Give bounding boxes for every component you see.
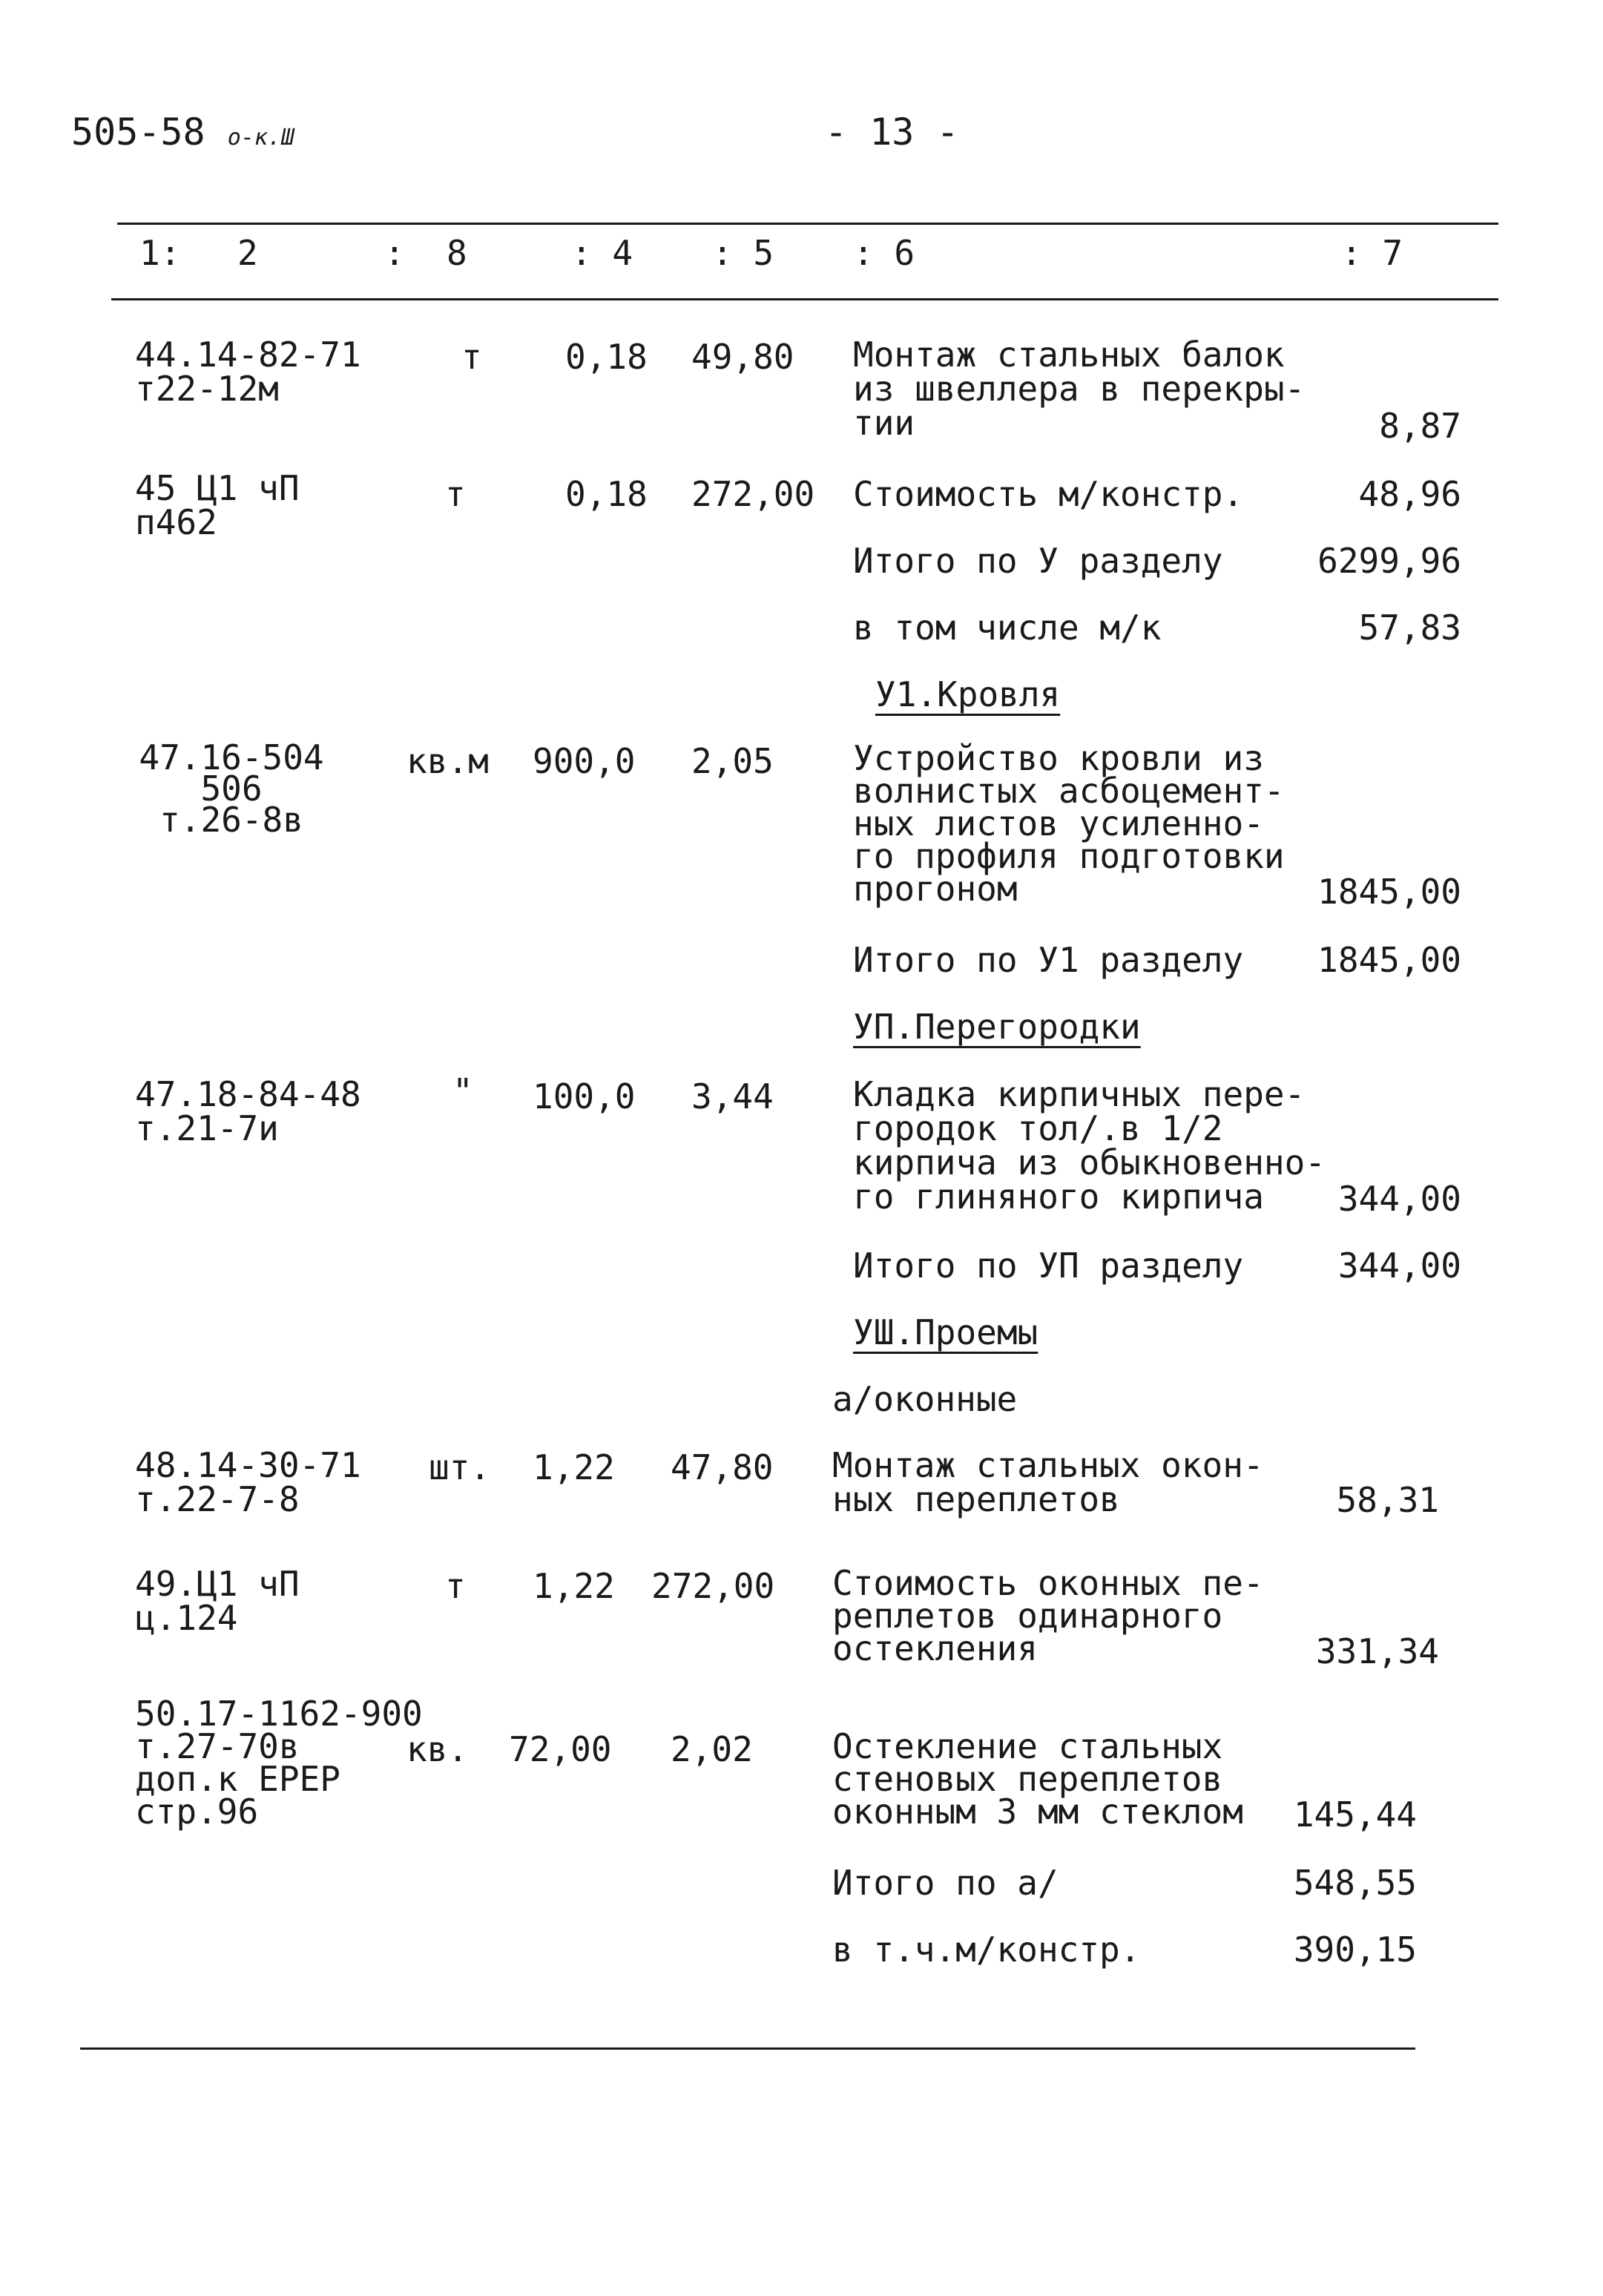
row-price: 272,00 [691,474,815,514]
row-total: 58,31 [1336,1480,1439,1520]
row-quantity: 1,22 [533,1566,615,1606]
row-total: 48,96 [1358,474,1461,514]
row-price: 47,80 [671,1447,774,1487]
document-code-number: 505-58 [71,111,205,154]
row-quantity: 72,00 [509,1729,612,1769]
col-6-header: : 6 [853,233,915,273]
row-total: 8,87 [1379,406,1461,446]
subtotal-value: 57,83 [1358,608,1461,648]
row-total: 331,34 [1315,1631,1439,1671]
subtotal-label: в т.ч.м/констр. [832,1930,1141,1970]
row-description: Остекление стальных стеновых переплетов оконным 3 мм стеклом [832,1726,1243,1832]
subsection-heading: а/оконные [832,1379,1018,1419]
document-code [71,113,294,157]
col-separator: : [384,233,405,273]
row-total: 145,44 [1293,1795,1417,1835]
table-bottom-rule [80,2047,1415,2050]
row-unit: шт. [429,1447,491,1487]
col-7-header: : 7 [1341,233,1403,273]
row-price: 3,44 [691,1076,774,1116]
total-value: 1845,00 [1317,940,1461,980]
row-unit: т [461,337,482,377]
row-code: 47.18-84-48 т.21-7и [135,1074,361,1148]
row-code: 44.14-82-71 т22-12м [135,335,361,409]
section-heading: УШ.Проемы [853,1312,1039,1352]
document-code-note: о-к.Ш [227,125,295,151]
row-description: Кладка кирпичных пере- городок тол/.в 1/2 кирпича из обыкновенно- го глиняного кирпича [853,1074,1326,1217]
subtotal-value: 390,15 [1293,1930,1417,1970]
row-quantity: 1,22 [533,1447,615,1487]
row-quantity: 0,18 [565,474,648,514]
row-price: 2,02 [671,1729,753,1769]
row-price: 49,80 [691,337,794,377]
section-heading: У1.Кровля [875,674,1061,714]
row-price: 272,00 [651,1566,775,1606]
total-label: Итого по а/ [832,1863,1059,1903]
row-code: 49.Ц1 чП ц.124 [135,1564,300,1638]
col-2-header: 2 [237,233,258,273]
total-value: 6299,96 [1317,541,1461,581]
total-label: Итого по У разделу [853,541,1223,581]
row-unit: кв. [406,1729,469,1769]
row-code: 50.17-1162-900 т.27-70в доп.к ЕРЕР стр.96 [135,1694,423,1832]
header-bottom-rule [111,298,1498,300]
row-code: 47.16-504 506 т.26-8в [139,737,324,840]
row-quantity: 0,18 [565,337,648,377]
total-value: 344,00 [1337,1246,1461,1286]
row-quantity: 100,0 [533,1076,636,1116]
row-unit: " [452,1071,473,1111]
row-description: Стоимость оконных пе- реплетов одинарного остекления [832,1563,1264,1668]
row-unit: т [445,1566,466,1606]
col-4-header: : 4 [571,233,633,273]
row-code: 45 Ц1 чП п462 [135,468,300,542]
row-description: Монтаж стальных окон- ных переплетов [832,1445,1264,1519]
row-total: 1845,00 [1317,872,1461,912]
header-top-rule [117,223,1498,225]
row-price: 2,05 [691,741,774,781]
col-1-header: 1: [139,233,181,273]
row-total: 344,00 [1337,1179,1461,1219]
row-description: Стоимость м/констр. [853,474,1244,514]
total-label: Итого по УП разделу [853,1246,1244,1286]
row-unit: кв.м [406,741,489,781]
col-5-header: : 5 [712,233,774,273]
row-quantity: 900,0 [533,741,636,781]
page-number: - 13 - [825,111,959,154]
row-description: Монтаж стальных балок из швеллера в перекры- тии [853,335,1306,443]
total-value: 548,55 [1293,1863,1417,1903]
row-code: 48.14-30-71 т.22-7-8 [135,1445,361,1519]
col-3-header: 8 [447,233,467,273]
row-unit: т [445,474,466,514]
total-label: Итого по У1 разделу [853,940,1244,980]
section-heading: УП.Перегородки [853,1007,1141,1047]
subtotal-label: в том числе м/к [853,608,1162,648]
row-description: Устройство кровли из волнистых асбоцемент- ных листов усиленно- го профиля подготовки прогоном [853,738,1285,909]
